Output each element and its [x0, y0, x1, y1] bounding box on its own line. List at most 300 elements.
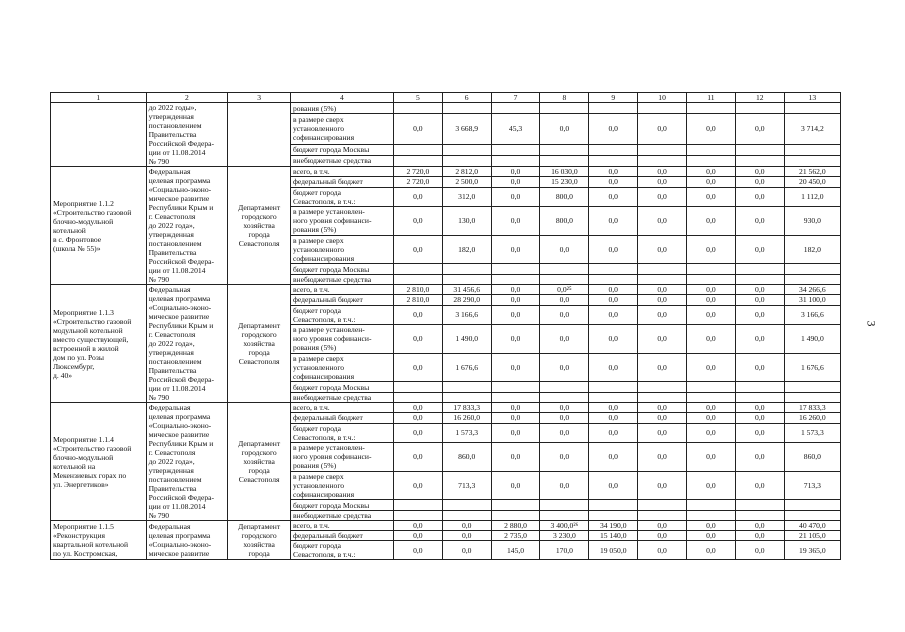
value-cell: 0,0 — [687, 413, 736, 423]
header-cell: 9 — [589, 93, 638, 103]
value-cell: 0,0 — [687, 403, 736, 413]
value-cell: 0,0 — [638, 167, 687, 177]
value-cell: 0,0 — [687, 531, 736, 541]
customer-cell: Департамент городского хозяйства города Севастополя — [228, 285, 291, 403]
value-cell: 0,0 — [589, 187, 638, 206]
value-cell: 0,0 — [540, 114, 589, 145]
program-cell: Федеральная целевая программа «Социально-эконо- мическое развитие Республики Крым и г. Севастополя до 2022 года», утвержденная постановлением Правительства Российской Федера- ции от 11.08.2014 № 790 — [146, 285, 228, 403]
measure-name-cell: Мероприятие 1.1.3 «Строительство газовой модульной котельной вместо существующей, встроенной в жилой дом по ул. Розы Люксембург, д. 40» — [51, 285, 147, 403]
value-cell: 800,0 — [540, 187, 589, 206]
value-cell: 0,0 — [491, 442, 540, 471]
value-cell: 0,0 — [638, 305, 687, 324]
value-cell: 0,0 — [442, 531, 491, 541]
value-cell — [442, 382, 491, 392]
value-cell — [687, 103, 736, 114]
value-cell: 0,0 — [735, 413, 784, 423]
funding-source-cell: всего, в т.ч. — [290, 521, 393, 531]
value-cell — [687, 274, 736, 284]
total-value-cell: 17 833,3 — [784, 403, 840, 413]
value-cell: 0,0 — [735, 403, 784, 413]
value-cell — [540, 274, 589, 284]
value-cell: 0,0 — [735, 423, 784, 442]
funding-source-cell: всего, в т.ч. — [290, 285, 393, 295]
value-cell: 2 500,0 — [442, 177, 491, 187]
value-cell: 3 166,6 — [442, 305, 491, 324]
funding-source-cell: в размере сверх установленного софинансирования — [290, 114, 393, 145]
value-cell: 0,0 — [540, 423, 589, 442]
funding-source-cell: федеральный бюджет — [290, 295, 393, 305]
funding-source-cell: внебюджетные средства — [290, 510, 393, 520]
value-cell: 0,0 — [589, 206, 638, 235]
page-number: 3 — [864, 320, 879, 327]
value-cell — [442, 392, 491, 402]
total-value-cell — [784, 144, 840, 155]
value-cell: 0,0 — [393, 442, 442, 471]
value-cell: 19 050,0 — [589, 541, 638, 560]
value-cell: 0,0 — [687, 177, 736, 187]
value-cell: 145,0 — [491, 541, 540, 560]
total-value-cell: 860,0 — [784, 442, 840, 471]
measure-name-cell: Мероприятие 1.1.5 «Реконструкция квартальной котельной по ул. Костромская, — [51, 521, 147, 560]
value-cell: 0,0 — [687, 423, 736, 442]
value-cell: 0,0 — [687, 442, 736, 471]
value-cell: 0,0 — [393, 521, 442, 531]
total-value-cell: 21 105,0 — [784, 531, 840, 541]
customer-cell — [228, 103, 291, 167]
value-cell: 130,0 — [442, 206, 491, 235]
header-cell: 13 — [784, 93, 840, 103]
value-cell — [540, 103, 589, 114]
total-value-cell — [784, 155, 840, 166]
value-cell: 0,0 — [540, 235, 589, 264]
value-cell: 0,0 — [735, 442, 784, 471]
total-value-cell: 21 562,0 — [784, 167, 840, 177]
value-cell — [491, 392, 540, 402]
value-cell — [589, 264, 638, 274]
total-value-cell: 182,0 — [784, 235, 840, 264]
value-cell: 0,0 — [638, 114, 687, 145]
funding-table — [50, 92, 841, 560]
value-cell — [393, 500, 442, 510]
value-cell: 0,0 — [638, 423, 687, 442]
value-cell — [638, 510, 687, 520]
total-value-cell: 3 714,2 — [784, 114, 840, 145]
value-cell: 0,0 — [638, 413, 687, 423]
value-cell: 0,0 — [687, 353, 736, 382]
value-cell — [589, 144, 638, 155]
value-cell: 0,0 — [393, 471, 442, 500]
total-value-cell: 713,3 — [784, 471, 840, 500]
value-cell — [442, 144, 491, 155]
value-cell: 0,0 — [687, 114, 736, 145]
value-cell: 0,0 — [687, 167, 736, 177]
value-cell: 0,0 — [638, 187, 687, 206]
header-cell: 1 — [51, 93, 147, 103]
value-cell — [735, 274, 784, 284]
value-cell: 0,0 — [687, 285, 736, 295]
value-cell: 1 676,6 — [442, 353, 491, 382]
value-cell: 0,0 — [687, 521, 736, 531]
value-cell: 2 720,0 — [393, 167, 442, 177]
value-cell: 2 810,0 — [393, 295, 442, 305]
value-cell: 0,0²⁵ — [540, 285, 589, 295]
funding-source-cell: всего, в т.ч. — [290, 403, 393, 413]
value-cell: 0,0 — [491, 403, 540, 413]
program-cell: Федеральная целевая программа «Социально-эконо- мическое развитие — [146, 521, 228, 560]
value-cell — [491, 382, 540, 392]
value-cell: 1 490,0 — [442, 324, 491, 353]
value-cell: 0,0 — [589, 442, 638, 471]
value-cell: 0,0 — [638, 531, 687, 541]
total-value-cell: 16 260,0 — [784, 413, 840, 423]
value-cell: 3 400,0²⁶ — [540, 521, 589, 531]
value-cell: 16 030,0 — [540, 167, 589, 177]
total-value-cell: 19 365,0 — [784, 541, 840, 560]
value-cell — [393, 382, 442, 392]
value-cell — [687, 144, 736, 155]
value-cell — [442, 155, 491, 166]
value-cell — [687, 510, 736, 520]
value-cell: 0,0 — [638, 206, 687, 235]
funding-source-cell: бюджет города Москвы — [290, 500, 393, 510]
value-cell: 0,0 — [735, 471, 784, 500]
value-cell: 0,0 — [638, 353, 687, 382]
value-cell: 2 720,0 — [393, 177, 442, 187]
value-cell — [442, 264, 491, 274]
funding-source-cell: внебюджетные средства — [290, 274, 393, 284]
value-cell — [589, 103, 638, 114]
funding-source-cell: бюджет города Севастополя, в т.ч.: — [290, 423, 393, 442]
customer-cell: Департамент городского хозяйства города — [228, 521, 291, 560]
value-cell — [442, 274, 491, 284]
value-cell: 0,0 — [638, 521, 687, 531]
value-cell — [540, 144, 589, 155]
value-cell: 0,0 — [393, 423, 442, 442]
value-cell — [735, 144, 784, 155]
value-cell: 0,0 — [735, 167, 784, 177]
value-cell: 0,0 — [589, 324, 638, 353]
value-cell — [393, 155, 442, 166]
value-cell — [687, 264, 736, 274]
value-cell: 45,3 — [491, 114, 540, 145]
header-cell: 3 — [228, 93, 291, 103]
value-cell — [491, 510, 540, 520]
value-cell — [638, 155, 687, 166]
value-cell: 0,0 — [735, 541, 784, 560]
funding-source-cell: в размере сверх установленного софинансирования — [290, 353, 393, 382]
value-cell: 0,0 — [393, 403, 442, 413]
value-cell: 312,0 — [442, 187, 491, 206]
value-cell: 31 456,6 — [442, 285, 491, 295]
value-cell — [491, 144, 540, 155]
value-cell — [735, 382, 784, 392]
value-cell: 2 735,0 — [491, 531, 540, 541]
value-cell: 0,0 — [442, 541, 491, 560]
value-cell: 0,0 — [491, 235, 540, 264]
table-row — [51, 285, 841, 295]
value-cell — [393, 103, 442, 114]
value-cell: 0,0 — [491, 353, 540, 382]
value-cell: 0,0 — [638, 285, 687, 295]
value-cell: 28 290,0 — [442, 295, 491, 305]
total-value-cell: 1 490,0 — [784, 324, 840, 353]
total-value-cell: 3 166,6 — [784, 305, 840, 324]
value-cell — [491, 103, 540, 114]
value-cell — [687, 392, 736, 402]
value-cell: 0,0 — [589, 403, 638, 413]
value-cell: 0,0 — [589, 177, 638, 187]
value-cell: 0,0 — [589, 305, 638, 324]
funding-source-cell: федеральный бюджет — [290, 177, 393, 187]
value-cell: 0,0 — [393, 541, 442, 560]
value-cell — [442, 103, 491, 114]
value-cell: 0,0 — [735, 521, 784, 531]
value-cell: 0,0 — [393, 114, 442, 145]
value-cell: 0,0 — [540, 305, 589, 324]
header-cell: 11 — [687, 93, 736, 103]
value-cell — [491, 274, 540, 284]
value-cell — [735, 500, 784, 510]
funding-source-cell: бюджет города Москвы — [290, 264, 393, 274]
value-cell: 0,0 — [687, 206, 736, 235]
value-cell: 0,0 — [589, 235, 638, 264]
value-cell: 0,0 — [491, 187, 540, 206]
value-cell — [442, 500, 491, 510]
value-cell — [589, 274, 638, 284]
total-value-cell: 34 266,6 — [784, 285, 840, 295]
value-cell — [393, 392, 442, 402]
table-row — [51, 167, 841, 177]
value-cell: 0,0 — [540, 413, 589, 423]
funding-source-cell: внебюджетные средства — [290, 392, 393, 402]
value-cell: 2 880,0 — [491, 521, 540, 531]
value-cell — [589, 155, 638, 166]
value-cell: 0,0 — [491, 471, 540, 500]
value-cell: 15 140,0 — [589, 531, 638, 541]
value-cell — [393, 144, 442, 155]
value-cell — [638, 264, 687, 274]
value-cell — [491, 500, 540, 510]
value-cell: 0,0 — [735, 187, 784, 206]
value-cell: 0,0 — [735, 305, 784, 324]
value-cell — [638, 382, 687, 392]
value-cell: 0,0 — [491, 167, 540, 177]
funding-source-cell: рования (5%) — [290, 103, 393, 114]
value-cell — [540, 510, 589, 520]
header-cell: 10 — [638, 93, 687, 103]
program-cell: Федеральная целевая программа «Социально-эконо- мическое развитие Республики Крым и г. Севастополя до 2022 года», утвержденная постановлением Правительства Российской Федера- ции от 11.08.2014 № 790 — [146, 403, 228, 521]
total-value-cell: 31 100,0 — [784, 295, 840, 305]
value-cell: 2 810,0 — [393, 285, 442, 295]
value-cell: 0,0 — [393, 305, 442, 324]
funding-source-cell: в размере установлен- ного уровня софинанси- рования (5%) — [290, 442, 393, 471]
value-cell: 0,0 — [491, 423, 540, 442]
header-cell: 12 — [735, 93, 784, 103]
value-cell: 0,0 — [491, 324, 540, 353]
total-value-cell — [784, 274, 840, 284]
value-cell — [393, 274, 442, 284]
value-cell: 0,0 — [638, 403, 687, 413]
value-cell: 34 190,0 — [589, 521, 638, 531]
value-cell — [589, 392, 638, 402]
header-cell: 5 — [393, 93, 442, 103]
value-cell: 0,0 — [393, 353, 442, 382]
value-cell — [393, 510, 442, 520]
value-cell: 713,3 — [442, 471, 491, 500]
value-cell: 0,0 — [638, 324, 687, 353]
measure-name-cell: Мероприятие 1.1.2 «Строительство газовой блочно-модульной котельной в с. Фронтовое (школа № 55)» — [51, 167, 147, 285]
value-cell: 0,0 — [589, 167, 638, 177]
total-value-cell — [784, 264, 840, 274]
value-cell: 0,0 — [540, 295, 589, 305]
value-cell: 0,0 — [491, 206, 540, 235]
value-cell: 0,0 — [442, 521, 491, 531]
value-cell — [589, 382, 638, 392]
measure-name-cell: Мероприятие 1.1.4 «Строительство газовой блочно-модульной котельной на Мекензиевых горах по ул. Энергетиков» — [51, 403, 147, 521]
header-cell: 6 — [442, 93, 491, 103]
value-cell — [442, 510, 491, 520]
funding-source-cell: в размере установлен- ного уровня софинанси- рования (5%) — [290, 206, 393, 235]
value-cell: 170,0 — [540, 541, 589, 560]
funding-source-cell: бюджет города Севастополя, в т.ч.: — [290, 187, 393, 206]
value-cell — [638, 274, 687, 284]
total-value-cell: 1 112,0 — [784, 187, 840, 206]
funding-source-cell: бюджет города Севастополя, в т.ч.: — [290, 305, 393, 324]
value-cell: 0,0 — [735, 206, 784, 235]
value-cell — [638, 500, 687, 510]
total-value-cell: 1 676,6 — [784, 353, 840, 382]
value-cell: 0,0 — [687, 471, 736, 500]
value-cell: 0,0 — [393, 324, 442, 353]
value-cell — [540, 392, 589, 402]
funding-source-cell: в размере сверх установленного софинансирования — [290, 471, 393, 500]
total-value-cell: 20 450,0 — [784, 177, 840, 187]
total-value-cell — [784, 103, 840, 114]
value-cell: 0,0 — [687, 295, 736, 305]
value-cell: 0,0 — [491, 305, 540, 324]
value-cell — [491, 155, 540, 166]
value-cell: 0,0 — [491, 413, 540, 423]
total-value-cell: 40 470,0 — [784, 521, 840, 531]
value-cell: 0,0 — [687, 305, 736, 324]
value-cell: 0,0 — [735, 295, 784, 305]
value-cell: 0,0 — [540, 403, 589, 413]
value-cell: 0,0 — [735, 285, 784, 295]
value-cell: 0,0 — [638, 235, 687, 264]
funding-source-cell: федеральный бюджет — [290, 413, 393, 423]
value-cell — [638, 392, 687, 402]
column-number-header — [51, 93, 841, 103]
customer-cell: Департамент городского хозяйства города Севастополя — [228, 403, 291, 521]
value-cell: 0,0 — [589, 114, 638, 145]
value-cell: 1 573,3 — [442, 423, 491, 442]
value-cell: 2 812,0 — [442, 167, 491, 177]
value-cell: 0,0 — [735, 235, 784, 264]
value-cell: 0,0 — [638, 541, 687, 560]
header-cell: 4 — [290, 93, 393, 103]
table-row — [51, 403, 841, 413]
value-cell — [735, 155, 784, 166]
value-cell: 3 230,0 — [540, 531, 589, 541]
value-cell: 0,0 — [589, 285, 638, 295]
value-cell: 800,0 — [540, 206, 589, 235]
funding-source-cell: внебюджетные средства — [290, 155, 393, 166]
program-cell: Федеральная целевая программа «Социально-эконо- мическое развитие Республики Крым и г. Севастополя до 2022 года», утвержденная постановлением Правительства Российской Федера- ции от 11.08.2014 № 790 — [146, 167, 228, 285]
value-cell: 0,0 — [638, 295, 687, 305]
total-value-cell — [784, 500, 840, 510]
value-cell: 3 668,9 — [442, 114, 491, 145]
value-cell: 0,0 — [735, 324, 784, 353]
value-cell: 0,0 — [735, 177, 784, 187]
value-cell: 0,0 — [393, 206, 442, 235]
value-cell — [687, 155, 736, 166]
value-cell — [638, 103, 687, 114]
value-cell: 15 230,0 — [540, 177, 589, 187]
value-cell — [687, 500, 736, 510]
funding-source-cell: бюджет города Севастополя, в т.ч.: — [290, 541, 393, 560]
value-cell: 0,0 — [687, 187, 736, 206]
value-cell: 0,0 — [638, 442, 687, 471]
value-cell: 17 833,3 — [442, 403, 491, 413]
value-cell: 0,0 — [491, 285, 540, 295]
total-value-cell — [784, 392, 840, 402]
value-cell — [638, 144, 687, 155]
value-cell — [735, 103, 784, 114]
value-cell: 0,0 — [735, 531, 784, 541]
value-cell: 0,0 — [491, 295, 540, 305]
value-cell: 0,0 — [638, 471, 687, 500]
value-cell: 0,0 — [540, 471, 589, 500]
value-cell — [589, 500, 638, 510]
funding-source-cell: бюджет города Москвы — [290, 144, 393, 155]
value-cell — [687, 382, 736, 392]
value-cell: 0,0 — [687, 235, 736, 264]
value-cell: 0,0 — [393, 235, 442, 264]
value-cell: 0,0 — [589, 471, 638, 500]
table-row — [51, 521, 841, 531]
total-value-cell — [784, 510, 840, 520]
value-cell — [540, 382, 589, 392]
value-cell — [735, 392, 784, 402]
value-cell — [540, 264, 589, 274]
measure-name-cell — [51, 103, 147, 167]
header-cell: 7 — [491, 93, 540, 103]
total-value-cell — [784, 382, 840, 392]
value-cell: 0,0 — [393, 413, 442, 423]
value-cell — [735, 264, 784, 274]
value-cell: 182,0 — [442, 235, 491, 264]
value-cell: 0,0 — [687, 541, 736, 560]
value-cell: 0,0 — [735, 114, 784, 145]
value-cell — [735, 510, 784, 520]
value-cell: 0,0 — [491, 177, 540, 187]
value-cell: 0,0 — [393, 187, 442, 206]
funding-source-cell: бюджет города Москвы — [290, 382, 393, 392]
value-cell: 16 260,0 — [442, 413, 491, 423]
customer-cell: Департамент городского хозяйства города Севастополя — [228, 167, 291, 285]
value-cell: 860,0 — [442, 442, 491, 471]
header-cell: 2 — [146, 93, 228, 103]
funding-source-cell: в размере сверх установленного софинансирования — [290, 235, 393, 264]
total-value-cell: 930,0 — [784, 206, 840, 235]
table-row — [51, 103, 841, 114]
funding-source-cell: всего, в т.ч. — [290, 167, 393, 177]
value-cell: 0,0 — [589, 353, 638, 382]
value-cell: 0,0 — [540, 353, 589, 382]
value-cell: 0,0 — [589, 413, 638, 423]
total-value-cell: 1 573,3 — [784, 423, 840, 442]
value-cell — [540, 500, 589, 510]
